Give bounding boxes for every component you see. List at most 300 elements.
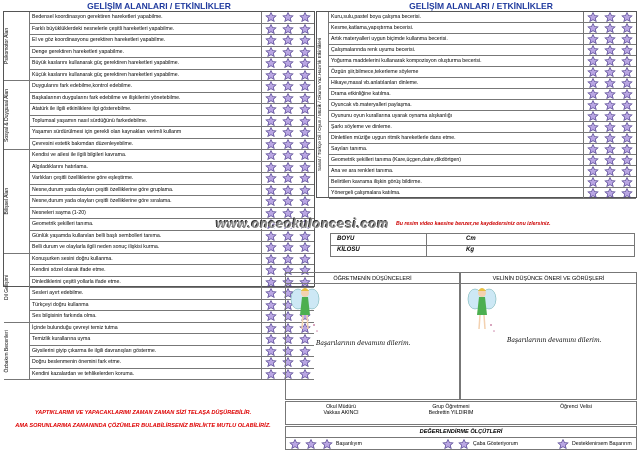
table-row <box>30 277 314 289</box>
table-row <box>329 12 636 23</box>
rating-stars <box>262 47 314 58</box>
legend-label: Başarılıyım <box>336 441 362 447</box>
rating-stars <box>584 56 636 66</box>
star-icon <box>298 12 312 22</box>
activity-label: Bedensel koordinasyon gerektiren hareketleri yapabilme. <box>30 12 262 23</box>
footer-line-2: AMA SORUNLARIMA ZAMANINDA ÇÖZÜMLER BULABİLİRSENİZ BİRLİKTE MUTLU OLABİLİRİZ. <box>15 423 271 429</box>
star-icon <box>603 45 617 55</box>
table-row <box>329 188 636 199</box>
table-row <box>329 144 636 155</box>
kilosu-label: KİLOSU <box>337 247 360 253</box>
star-icon <box>304 439 318 449</box>
signature-parent <box>516 404 636 410</box>
activity-label: Kendisi ve ailesi ile ilgili bilgileri kavrama. <box>30 150 262 161</box>
table-row <box>30 300 314 312</box>
star-icon <box>620 100 634 110</box>
table-row <box>30 162 314 174</box>
star-icon <box>620 56 634 66</box>
star-icon <box>603 89 617 99</box>
star-icon <box>264 277 278 287</box>
rating-stars <box>584 155 636 165</box>
activity-label: Belli durum ve olaylarla ilgili neden sonuç ilişkisi kurma. <box>30 242 262 253</box>
table-row <box>30 265 314 277</box>
activity-label: Küçük kaslarını kullanarak güç gerektiren hareketleri yapabilme. <box>30 70 262 81</box>
right-activities-table <box>316 11 637 198</box>
star-icon <box>603 56 617 66</box>
star-icon <box>586 100 600 110</box>
activity-label: Özgün şiir,bilmece,tekerleme söyleme <box>329 67 584 77</box>
rating-stars <box>262 24 314 35</box>
star-icon <box>281 162 295 172</box>
activity-label: Dinlediklerini çeşitli yollarla ifade etme. <box>30 277 262 288</box>
section-label: Bilişsel Alan <box>4 187 10 215</box>
table-row <box>30 127 314 139</box>
table-row <box>329 111 636 122</box>
star-icon <box>620 122 634 132</box>
rating-stars <box>262 162 314 173</box>
table-row <box>30 70 314 82</box>
signature-role: Öğrenci Velisi <box>560 404 592 410</box>
table-row <box>329 67 636 78</box>
star-icon <box>298 35 312 45</box>
star-icon <box>620 144 634 154</box>
activity-label: Çevresini estetik bakımdan düzenleyebilme. <box>30 139 262 150</box>
star-icon <box>620 34 634 44</box>
star-icon <box>320 439 334 449</box>
activity-label: Denge gerektiren hareketleri yapabilme. <box>30 47 262 58</box>
activity-label: Algıladıklarını hatırlama. <box>30 162 262 173</box>
table-row <box>329 34 636 45</box>
rating-stars <box>262 58 314 69</box>
rating-stars <box>262 104 314 115</box>
table-row <box>30 254 314 266</box>
star-icon <box>586 177 600 187</box>
table-row <box>329 122 636 133</box>
measurement-box <box>330 233 635 257</box>
star-icon <box>264 369 278 379</box>
signature-name: Vakkas AKINCI <box>323 410 359 416</box>
table-row <box>30 231 314 243</box>
rating-stars <box>584 111 636 121</box>
star-icon <box>603 133 617 143</box>
activity-label: Ana ve ara renkleri tanıma. <box>329 166 584 176</box>
rating-stars <box>584 23 636 33</box>
rating-stars <box>584 12 636 22</box>
rating-stars <box>584 67 636 77</box>
star-icon <box>264 35 278 45</box>
star-icon <box>603 67 617 77</box>
table-row <box>329 89 636 100</box>
footer-message <box>3 410 283 430</box>
table-row <box>329 133 636 144</box>
star-icon <box>298 116 312 126</box>
star-icon <box>586 56 600 66</box>
signature-role: Grup Öğretmeni <box>432 404 470 410</box>
boyu-unit: Cm <box>466 236 476 242</box>
star-icon <box>298 254 312 264</box>
legend-item-3 <box>556 439 632 449</box>
star-icon <box>264 58 278 68</box>
star-icon <box>264 12 278 22</box>
activity-label: Türkçeyi doğru kullanma <box>30 300 262 311</box>
table-row <box>30 288 314 300</box>
table-row <box>30 116 314 128</box>
star-icon <box>586 23 600 33</box>
star-icon <box>264 162 278 172</box>
star-icon <box>264 254 278 264</box>
activity-label: Başkalarının duygularını fark edebilme ve ilişkilerini yönetebilme. <box>30 93 262 104</box>
table-row <box>30 35 314 47</box>
rating-stars <box>262 70 314 81</box>
activity-label: Giysilerini giyip çıkarma ile ilgili davranışları gösterme. <box>30 346 262 357</box>
rating-stars <box>584 122 636 132</box>
star-icon <box>281 254 295 264</box>
activity-label: Dinletilen müziğe uygun ritmik hareketlerle dans etme. <box>329 133 584 143</box>
star-icon <box>264 81 278 91</box>
rating-stars <box>262 93 314 104</box>
table-row <box>30 369 314 381</box>
rating-stars <box>262 116 314 127</box>
activity-label: Yoğurma maddelerini kullanarak kompozisyon oluşturma becerisi. <box>329 56 584 66</box>
left-activities-table <box>3 11 315 377</box>
star-icon <box>586 67 600 77</box>
star-icon <box>603 166 617 176</box>
table-row <box>30 12 314 24</box>
star-icon <box>281 47 295 57</box>
activity-label: Belirtilen kavrama ilişkin görüş bildirme. <box>329 177 584 187</box>
star-icon <box>281 139 295 149</box>
rating-stars <box>262 12 314 23</box>
activity-label: Kesme,katlama,yapıştırma becerisi. <box>329 23 584 33</box>
activity-label: Farklı büyüklüklerdeki nesnelerle çeşitli hareketleri yapabilme. <box>30 24 262 35</box>
activity-label: Toplumsal yaşamın nasıl sürdüğünü farkedebilme. <box>30 116 262 127</box>
star-icon <box>620 111 634 121</box>
activity-label: El ve göz koordinasyonu gerektiren hareketleri yapabilme. <box>30 35 262 46</box>
star-icon <box>264 265 278 275</box>
legend-label: Desteklenirsem Başarırım <box>572 441 632 447</box>
rating-stars <box>262 81 314 92</box>
star-icon <box>281 150 295 160</box>
section-category <box>4 254 30 323</box>
activity-label: Ses bilgisinin farkında olma. <box>30 311 262 322</box>
table-row <box>329 56 636 67</box>
star-icon <box>264 346 278 356</box>
legend-item-2 <box>441 439 518 449</box>
star-icon <box>264 311 278 321</box>
star-icon <box>586 155 600 165</box>
signature-teacher <box>396 404 506 416</box>
star-icon <box>264 93 278 103</box>
teacher-box-title: ÖĞRETMENİN DÜŞÜNCELERİ <box>333 276 412 282</box>
star-icon <box>586 78 600 88</box>
star-icon <box>586 12 600 22</box>
star-icon <box>298 139 312 149</box>
star-icon <box>298 93 312 103</box>
table-row <box>329 78 636 89</box>
parent-box-title: VELİNİN DÜŞÜNCE ÖNERİ VE GÖRÜŞLERİ <box>492 276 605 282</box>
table-row <box>30 196 314 208</box>
section-label: Özbakım Becerileri <box>4 329 10 372</box>
rating-stars <box>584 188 636 198</box>
star-icon <box>281 127 295 137</box>
legend-item-1 <box>288 439 362 449</box>
rating-stars <box>584 34 636 44</box>
activity-label: Büyük kaslarını kullanarak güç gerektiren hareketleri yapabilme. <box>30 58 262 69</box>
activity-label: Nesneleri sayma (1-20) <box>30 208 262 219</box>
star-icon <box>264 116 278 126</box>
table-row <box>30 58 314 70</box>
watermark-note: Bu resim video kaesine benzer,ne kaydedersiniz onu izlersiniz. <box>396 221 551 227</box>
rating-stars <box>262 150 314 161</box>
star-icon <box>603 23 617 33</box>
star-icon <box>281 81 295 91</box>
star-icon <box>264 357 278 367</box>
activity-label: Konuşurken sesini doğru kullanma. <box>30 254 262 265</box>
star-icon <box>264 104 278 114</box>
star-icon <box>620 133 634 143</box>
table-row <box>30 173 314 185</box>
section-category <box>4 81 30 150</box>
activity-label: Geometrik şekilleri tanıma. <box>30 219 262 230</box>
table-row <box>30 47 314 59</box>
star-icon <box>603 122 617 132</box>
star-icon <box>603 78 617 88</box>
activity-label: Çalışmalarında renk uyumu becerisi. <box>329 45 584 55</box>
star-icon <box>298 185 312 195</box>
boyu-label: BOYU <box>337 236 355 242</box>
star-icon <box>603 155 617 165</box>
section-category <box>4 150 30 254</box>
star-icon <box>603 111 617 121</box>
star-icon <box>603 177 617 187</box>
rating-stars <box>584 100 636 110</box>
activity-label: Kuru,sulu,pastel boya çalışma becerisi. <box>329 12 584 22</box>
star-icon <box>586 188 600 198</box>
star-icon <box>603 100 617 110</box>
star-icon <box>298 104 312 114</box>
rating-stars <box>584 166 636 176</box>
star-icon <box>288 439 302 449</box>
legend-box <box>285 426 637 450</box>
star-icon <box>281 242 295 252</box>
star-icon <box>620 45 634 55</box>
star-icon <box>441 439 455 449</box>
star-icon <box>264 139 278 149</box>
table-row <box>30 357 314 369</box>
star-icon <box>586 133 600 143</box>
activity-label: Oyununu oyun kurallarına uyarak oynama alışkanlığı <box>329 111 584 121</box>
activity-label: Duygularını fark edebilme,kontrol edebilme. <box>30 81 262 92</box>
table-row <box>329 166 636 177</box>
star-icon <box>620 67 634 77</box>
table-row <box>30 185 314 197</box>
star-icon <box>586 122 600 132</box>
star-icon <box>457 439 471 449</box>
star-icon <box>603 188 617 198</box>
rating-stars <box>262 127 314 138</box>
right-title: GELİŞİM ALANLARI / ETKİNLİKLER <box>409 1 553 11</box>
table-row <box>30 334 314 346</box>
signatures-box <box>285 401 637 425</box>
star-icon <box>298 70 312 80</box>
rating-stars <box>262 173 314 184</box>
star-icon <box>281 185 295 195</box>
rating-stars <box>584 144 636 154</box>
star-icon <box>281 104 295 114</box>
footer-line-1: YAPTIKLARIMI VE YAPACAKLARIMI ZAMAN ZAMAN SİZİ TELAŞA DÜŞÜREBİLİR. <box>34 410 252 416</box>
rating-stars <box>262 35 314 46</box>
table-row <box>30 93 314 105</box>
rating-stars <box>584 89 636 99</box>
activity-label: Varlıkları çeşitli özelliklerine göre eşleştirme. <box>30 173 262 184</box>
activity-label: Nesne,durum yada olayları çeşitli özelliklerine göre sıralama. <box>30 196 262 207</box>
table-row <box>329 45 636 56</box>
activity-label: Sayıları tanıma. <box>329 144 584 154</box>
star-icon <box>586 144 600 154</box>
star-icon <box>298 150 312 160</box>
table-row <box>329 23 636 34</box>
star-icon <box>264 196 278 206</box>
star-icon <box>620 89 634 99</box>
table-row <box>30 323 314 335</box>
kilosu-unit: Kg <box>466 247 474 253</box>
activity-label: Kendini sözel olarak ifade etme. <box>30 265 262 276</box>
fairy-icon-2 <box>467 285 497 339</box>
star-icon <box>586 166 600 176</box>
activity-label: Yönergeli çalışmalara katılma. <box>329 188 584 198</box>
table-row <box>329 155 636 166</box>
table-row <box>329 177 636 188</box>
activity-label: Artık materyalleri uygun biçimde kullanma becerisi. <box>329 34 584 44</box>
table-row <box>329 100 636 111</box>
star-icon <box>620 188 634 198</box>
star-icon <box>264 185 278 195</box>
star-icon <box>298 231 312 241</box>
rating-stars <box>262 231 314 242</box>
activity-label: Geometrik şekilleri tanıma (Kare,üçgen,daire,dikdörtgen) <box>329 155 584 165</box>
star-icon <box>586 111 600 121</box>
star-icon <box>620 23 634 33</box>
signature-principal <box>286 404 396 416</box>
star-icon <box>264 127 278 137</box>
activity-label: Kendini kazalardan ve tehlikelerden koruma. <box>30 369 262 380</box>
signature-role: Okul Müdürü <box>326 404 356 410</box>
rating-stars <box>584 177 636 187</box>
star-icon <box>586 34 600 44</box>
star-icon <box>264 300 278 310</box>
activity-label: Drama etkinliğine katılma. <box>329 89 584 99</box>
star-icon <box>264 242 278 252</box>
activity-label: Yaşamın sürdürülmesi için gerekli olan kaynakları verimli kullanm <box>30 127 262 138</box>
activity-label: Sesleri ayırt edebilme. <box>30 288 262 299</box>
star-icon <box>298 162 312 172</box>
rating-stars <box>262 196 314 207</box>
star-icon <box>281 35 295 45</box>
star-icon <box>298 196 312 206</box>
activity-label: Nesne,durum yada olayları çeşitli özelliklerine göre gruplama. <box>30 185 262 196</box>
table-row <box>30 311 314 323</box>
star-icon <box>620 12 634 22</box>
activity-label: Atatürk ile ilgili etkinliklere ilgi gösterebilme. <box>30 104 262 115</box>
rating-stars <box>584 45 636 55</box>
star-icon <box>264 288 278 298</box>
star-icon <box>620 155 634 165</box>
activity-label: Şarkı söyleme ve dinleme. <box>329 122 584 132</box>
table-row <box>30 242 314 254</box>
star-icon <box>264 150 278 160</box>
activity-label: İçinde bulunduğu çevreyi temiz tutma <box>30 323 262 334</box>
star-icon <box>281 24 295 34</box>
star-icon <box>298 58 312 68</box>
star-icon <box>620 166 634 176</box>
section-label: Psikomotor Alan <box>4 27 10 65</box>
watermark-text: www.onceokuloncesi.com <box>216 216 390 231</box>
activity-label: Doğru beslenmenin önemini fark etme. <box>30 357 262 368</box>
section-category <box>4 12 30 81</box>
activity-label: Oyuncak vb.materyalleri paylaşma. <box>329 100 584 110</box>
star-icon <box>281 12 295 22</box>
teacher-thoughts-box <box>285 272 460 400</box>
star-icon <box>298 127 312 137</box>
star-icon <box>298 24 312 34</box>
rating-stars <box>262 139 314 150</box>
table-row <box>30 24 314 36</box>
legend-label: Çaba Gösteriyorum <box>473 441 518 447</box>
fairy-icon <box>290 285 320 339</box>
star-icon <box>620 177 634 187</box>
star-icon <box>281 58 295 68</box>
star-icon <box>586 89 600 99</box>
star-icon <box>281 173 295 183</box>
activity-label: Temizlik kurallarına uyma <box>30 334 262 345</box>
star-icon <box>281 196 295 206</box>
star-icon <box>264 173 278 183</box>
star-icon <box>264 231 278 241</box>
legend-title: DEĞERLENDİRME ÖLÇÜTLERİ <box>419 429 503 435</box>
activity-label: Günlük yaşamda kullanılan belli başlı sembolleri tanıma. <box>30 231 262 242</box>
table-row <box>30 81 314 93</box>
rating-stars <box>584 78 636 88</box>
star-icon <box>281 93 295 103</box>
table-row <box>30 104 314 116</box>
teacher-note: Başarılarının devamını dilerim. <box>316 340 411 347</box>
star-icon <box>264 24 278 34</box>
watermark-row <box>216 216 637 232</box>
star-icon <box>603 34 617 44</box>
star-icon <box>556 439 570 449</box>
activity-label: Hikaye,masal vb.anlatılanları dinleme. <box>329 78 584 88</box>
star-icon <box>620 78 634 88</box>
star-icon <box>264 70 278 80</box>
star-icon <box>298 81 312 91</box>
star-icon <box>603 12 617 22</box>
table-row <box>30 139 314 151</box>
star-icon <box>586 45 600 55</box>
rating-stars <box>262 242 314 253</box>
star-icon <box>298 47 312 57</box>
rating-stars <box>262 254 314 265</box>
star-icon <box>281 231 295 241</box>
table-row <box>30 150 314 162</box>
parent-note: Başarılarının devamını dilerim. <box>507 337 602 344</box>
rating-stars <box>584 133 636 143</box>
star-icon <box>603 144 617 154</box>
star-icon <box>298 242 312 252</box>
star-icon <box>264 334 278 344</box>
star-icon <box>264 47 278 57</box>
star-icon <box>281 70 295 80</box>
section-label: Sosyal & Duygusal Alan <box>4 88 10 142</box>
